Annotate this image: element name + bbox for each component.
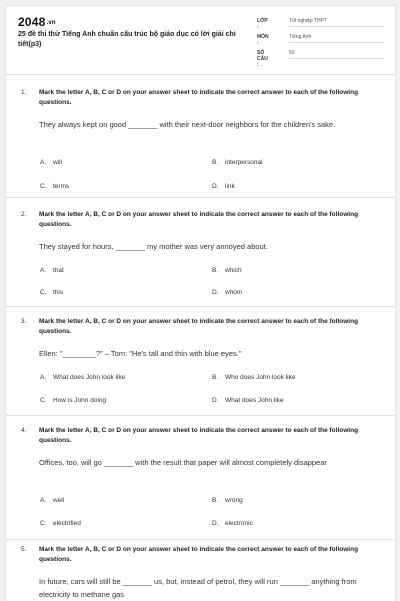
logo-text: 2048: [18, 15, 46, 29]
meta-value: Tiếng Anh: [289, 34, 384, 43]
option-d[interactable]: [212, 183, 235, 190]
option-d[interactable]: [212, 397, 284, 404]
document-header: [6, 6, 395, 72]
option-b[interactable]: [212, 497, 243, 504]
question-number: 1.: [21, 89, 27, 96]
option-letter: C.: [40, 289, 47, 296]
option-a[interactable]: [40, 159, 62, 166]
meta-key: LỚP :: [257, 18, 268, 30]
question-2: [6, 197, 395, 308]
question-stem: They stayed for hours, _______ my mother was very annoyed about.: [39, 242, 268, 251]
option-b[interactable]: [212, 159, 263, 166]
option-text: this: [53, 289, 64, 296]
option-text: How is John doing: [53, 397, 107, 404]
document-page: [5, 5, 396, 601]
question-instruction: Mark the letter A, B, C or D on your answer sheet to indicate the correct answer to each of the following questions.: [39, 546, 359, 563]
meta-value: 50: [289, 50, 384, 59]
option-letter: B.: [212, 497, 219, 504]
option-text: What does John look like: [53, 374, 126, 381]
option-letter: D.: [212, 397, 219, 404]
question-instruction: Mark the letter A, B, C or D on your answer sheet to indicate the correct answer to each of the following questions.: [39, 318, 359, 335]
question-1: [6, 74, 395, 205]
question-stem: In future, cars will still be _______ us, but, instead of petrol, they will run _______ anything from electricity to methane gas: [39, 577, 357, 599]
option-letter: D.: [212, 520, 219, 527]
option-a[interactable]: [40, 267, 64, 274]
question-number: 5.: [21, 546, 27, 553]
option-text: link: [225, 183, 235, 190]
option-c[interactable]: [40, 289, 63, 296]
option-b[interactable]: [212, 267, 242, 274]
question-instruction: Mark the letter A, B, C or D on your answer sheet to indicate the correct answer to each of the following questions.: [39, 89, 359, 106]
option-letter: A.: [40, 159, 47, 166]
option-letter: B.: [212, 267, 219, 274]
option-c[interactable]: [40, 183, 69, 190]
option-b[interactable]: [212, 374, 295, 381]
meta-key: MÔN :: [257, 34, 269, 46]
question-stem: They always kept on good _______ with their next-door neighbors for the children's sake.: [39, 120, 336, 129]
option-d[interactable]: [212, 289, 242, 296]
option-letter: C.: [40, 183, 47, 190]
meta-value: Tốt nghiệp THPT: [289, 18, 384, 27]
option-letter: A.: [40, 374, 47, 381]
document-title: 25 đề thi thử Tiếng Anh chuẩn cấu trúc bộ giáo dục có lời giải chi tiết(p3): [18, 31, 236, 48]
option-text: whom: [225, 289, 243, 296]
option-letter: B.: [212, 159, 219, 166]
option-text: electronic: [225, 520, 253, 527]
question-stem: Offices, too, will go _______ with the result that paper will almost completely disappear: [39, 458, 327, 467]
option-d[interactable]: [212, 520, 253, 527]
option-letter: B.: [212, 374, 219, 381]
option-text: wrong: [225, 497, 243, 504]
option-text: will: [53, 159, 63, 166]
option-letter: A.: [40, 497, 47, 504]
option-letter: C.: [40, 397, 47, 404]
option-c[interactable]: [40, 397, 106, 404]
question-3: [6, 306, 395, 417]
option-text: terms: [53, 183, 70, 190]
question-4: [6, 415, 395, 541]
question-5: [6, 539, 395, 601]
question-stem: Ellen: "________?" – Tom: "He's tall and thin with blue eyes.": [39, 349, 242, 358]
option-text: well: [53, 497, 65, 504]
option-text: electrified: [53, 520, 81, 527]
option-a[interactable]: [40, 374, 125, 381]
question-number: 4.: [21, 427, 27, 434]
option-text: which: [225, 267, 242, 274]
option-text: that: [53, 267, 64, 274]
question-number: 2.: [21, 211, 27, 218]
option-letter: D.: [212, 183, 219, 190]
logo-suffix: .vn: [46, 19, 56, 26]
question-instruction: Mark the letter A, B, C or D on your answer sheet to indicate the correct answer to each of the following questions.: [39, 211, 359, 228]
option-letter: A.: [40, 267, 47, 274]
option-letter: D.: [212, 289, 219, 296]
option-text: interpersonal: [225, 159, 263, 166]
question-number: 3.: [21, 318, 27, 325]
option-text: What does John like: [225, 397, 284, 404]
site-logo[interactable]: [18, 15, 56, 29]
meta-key: SỐ CÂU :: [257, 50, 268, 68]
option-letter: C.: [40, 520, 47, 527]
option-c[interactable]: [40, 520, 81, 527]
option-a[interactable]: [40, 497, 64, 504]
option-text: Who does John look like: [225, 374, 296, 381]
question-instruction: Mark the letter A, B, C or D on your answer sheet to indicate the correct answer to each of the following questions.: [39, 427, 359, 444]
